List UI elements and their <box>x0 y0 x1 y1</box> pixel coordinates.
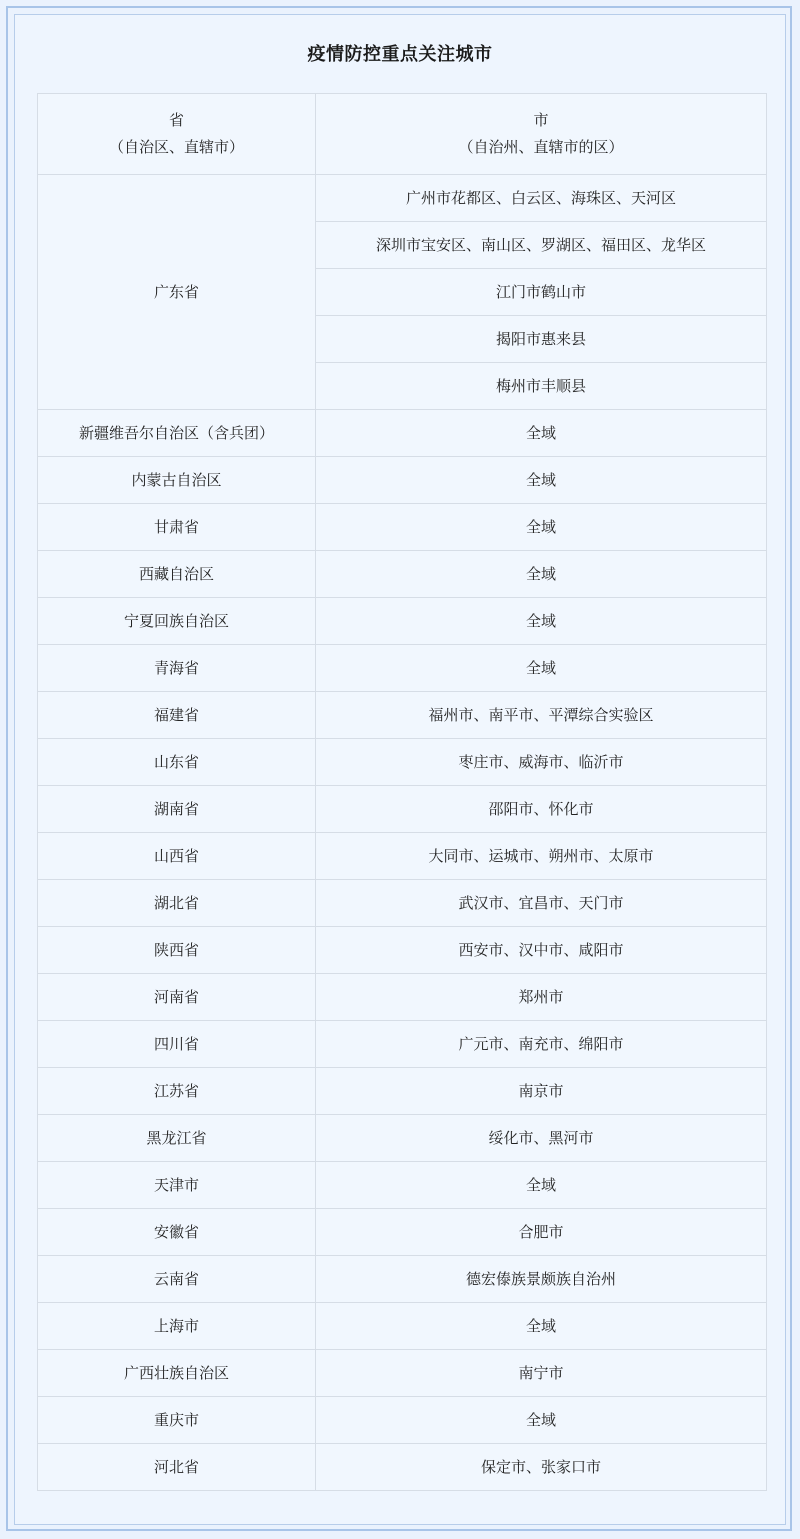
city-cell: 绥化市、黑河市 <box>316 1115 767 1162</box>
table-row <box>38 504 767 551</box>
table-row <box>38 410 767 457</box>
table-row <box>38 175 767 222</box>
table-row <box>38 1209 767 1256</box>
province-cell: 黑龙江省 <box>38 1115 316 1162</box>
city-cell: 合肥市 <box>316 1209 767 1256</box>
city-cell: 全域 <box>316 1303 767 1350</box>
city-cell: 全域 <box>316 598 767 645</box>
province-cell: 西藏自治区 <box>38 551 316 598</box>
city-header-label: 市 <box>533 111 549 129</box>
province-cell: 宁夏回族自治区 <box>38 598 316 645</box>
province-cell: 山东省 <box>38 739 316 786</box>
table-row <box>38 833 767 880</box>
city-cell: 邵阳市、怀化市 <box>316 786 767 833</box>
city-cell: 南宁市 <box>316 1350 767 1397</box>
province-header-label: 省 <box>168 111 184 129</box>
table-row <box>38 645 767 692</box>
page-title: 疫情防控重点关注城市 <box>307 44 493 65</box>
table-row <box>38 1256 767 1303</box>
cities-table <box>37 93 767 1491</box>
province-cell: 广西壮族自治区 <box>38 1350 316 1397</box>
province-cell: 陕西省 <box>38 927 316 974</box>
table-row <box>38 1303 767 1350</box>
city-column-header <box>316 94 767 175</box>
province-cell: 青海省 <box>38 645 316 692</box>
table-row <box>38 1068 767 1115</box>
city-cell: 揭阳市惠来县 <box>316 316 767 363</box>
province-cell: 天津市 <box>38 1162 316 1209</box>
table-row <box>38 1397 767 1444</box>
province-cell: 四川省 <box>38 1021 316 1068</box>
province-cell: 河南省 <box>38 974 316 1021</box>
city-cell: 深圳市宝安区、南山区、罗湖区、福田区、龙华区 <box>316 222 767 269</box>
city-cell: 保定市、张家口市 <box>316 1444 767 1491</box>
city-cell: 全域 <box>316 504 767 551</box>
city-header-sublabel: （自治州、直辖市的区） <box>458 138 624 156</box>
city-cell: 西安市、汉中市、咸阳市 <box>316 927 767 974</box>
table-row <box>38 739 767 786</box>
province-cell: 甘肃省 <box>38 504 316 551</box>
city-cell: 武汉市、宜昌市、天门市 <box>316 880 767 927</box>
province-cell: 新疆维吾尔自治区（含兵团） <box>38 410 316 457</box>
city-cell: 南京市 <box>316 1068 767 1115</box>
city-cell: 德宏傣族景颇族自治州 <box>316 1256 767 1303</box>
table-row <box>38 1444 767 1491</box>
province-cell: 山西省 <box>38 833 316 880</box>
province-cell: 湖北省 <box>38 880 316 927</box>
province-cell: 重庆市 <box>38 1397 316 1444</box>
table-row <box>38 1350 767 1397</box>
table-header-row <box>38 94 767 175</box>
city-cell: 广元市、南充市、绵阳市 <box>316 1021 767 1068</box>
city-cell: 大同市、运城市、朔州市、太原市 <box>316 833 767 880</box>
city-cell: 全域 <box>316 410 767 457</box>
city-cell: 枣庄市、威海市、临沂市 <box>316 739 767 786</box>
city-cell: 全域 <box>316 457 767 504</box>
city-cell: 全域 <box>316 1397 767 1444</box>
table-row <box>38 598 767 645</box>
province-cell: 安徽省 <box>38 1209 316 1256</box>
province-cell: 内蒙古自治区 <box>38 457 316 504</box>
city-cell: 郑州市 <box>316 974 767 1021</box>
province-cell: 云南省 <box>38 1256 316 1303</box>
city-cell: 广州市花都区、白云区、海珠区、天河区 <box>316 175 767 222</box>
province-column-header <box>38 94 316 175</box>
table-row <box>38 1115 767 1162</box>
province-cell: 江苏省 <box>38 1068 316 1115</box>
table-row <box>38 927 767 974</box>
city-cell: 全域 <box>316 645 767 692</box>
province-cell: 福建省 <box>38 692 316 739</box>
province-cell: 上海市 <box>38 1303 316 1350</box>
table-row <box>38 1162 767 1209</box>
province-header-sublabel: （自治区、直辖市） <box>108 138 244 156</box>
city-cell: 梅州市丰顺县 <box>316 363 767 410</box>
table-row <box>38 786 767 833</box>
province-cell: 湖南省 <box>38 786 316 833</box>
city-cell: 全域 <box>316 551 767 598</box>
table-row <box>38 1021 767 1068</box>
province-cell: 河北省 <box>38 1444 316 1491</box>
city-cell: 全域 <box>316 1162 767 1209</box>
table-row <box>38 692 767 739</box>
table-row <box>38 880 767 927</box>
city-cell: 福州市、南平市、平潭综合实验区 <box>316 692 767 739</box>
province-cell: 广东省 <box>38 175 316 410</box>
table-row <box>38 457 767 504</box>
table-row <box>38 551 767 598</box>
city-cell: 江门市鹤山市 <box>316 269 767 316</box>
table-row <box>38 974 767 1021</box>
